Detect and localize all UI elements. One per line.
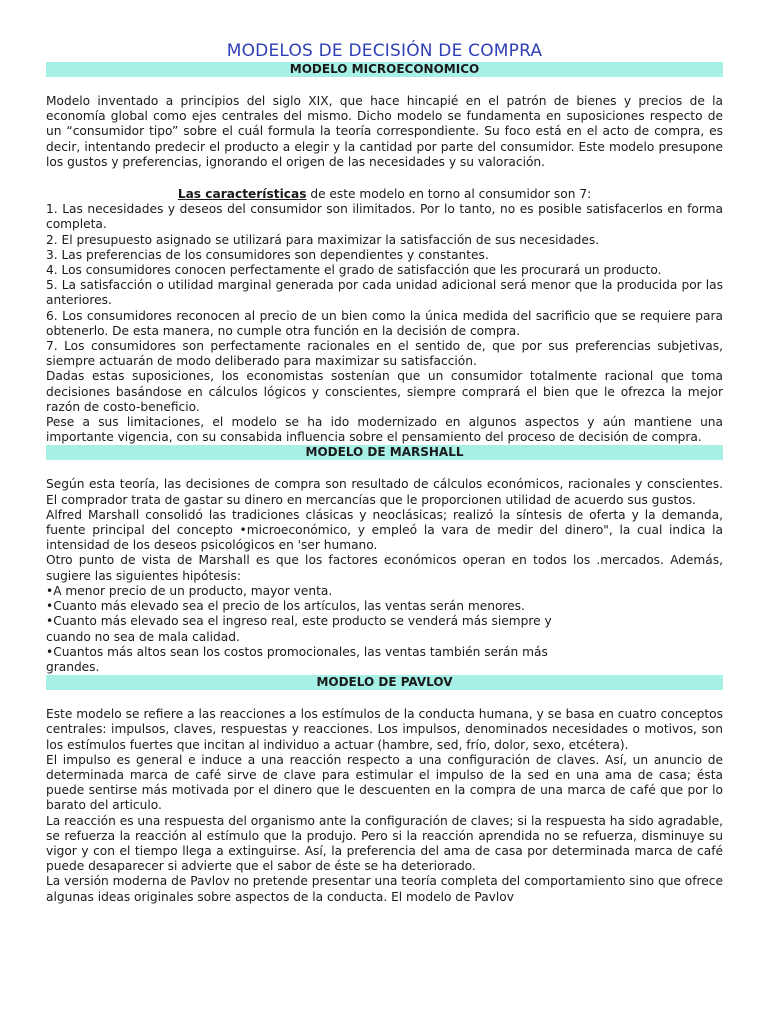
marshall-bullet: cuando no sea de mala calidad. bbox=[46, 629, 240, 644]
marshall-paragraph: Alfred Marshall consolidó las tradiciones clásicas y neoclásicas; realizó la síntesis de oferta y la demanda, fuente principal del concepto •microeconómico, y empleó la vara de medir del dinero", la cual indica la intensidad de los deseos psicológicos en 'ser humano. bbox=[46, 507, 723, 553]
pavlov-paragraph: La reacción es una respuesta del organismo ante la configuración de claves; si la respuesta ha sido agradable, se refuerza la reacción al estímulo que la produjo. Pero si la reacción aprendida no se refuerza, disminuye su vigor y con el tiempo llega a extinguirse. Así, la preferencia del ama de casa por determinada marca de café puede desaparecer si advierte que el sabor de éste se ha deteriorado. bbox=[46, 813, 723, 874]
pavlov-paragraph: El impulso es general e induce a una reacción respecto a una configuración de claves. Así, un anuncio de determinada marca de café sirve de clave para estimular el impulso de la sed en una ama de casa; ésta puede sentirse más motivada por el dinero que le descuenten en la compra de una marca de café que por lo barato del articulo. bbox=[46, 752, 723, 813]
characteristic-item: 5. La satisfacción o utilidad marginal generada por cada unidad adicional será menor que la producida por las anteriores. bbox=[46, 278, 723, 308]
document-title: MODELOS DE DECISIÓN DE COMPRA bbox=[226, 41, 543, 61]
section-heading-marshall: MODELO DE MARSHALL bbox=[46, 445, 723, 460]
characteristics-intro bbox=[46, 187, 723, 202]
micro-conclusion-paragraph: Pese a sus limitaciones, el modelo se ha ido modernizado en algunos aspectos y aún mantiene una importante vigencia, con su consabida influencia sobre el pensamiento del proceso de decisión de compra. bbox=[46, 415, 723, 445]
marshall-bullet: •Cuanto más elevado sea el ingreso real, este producto se venderá más siempre y bbox=[46, 614, 552, 629]
marshall-bullet: •A menor precio de un producto, mayor venta. bbox=[46, 583, 333, 598]
characteristic-item: 2. El presupuesto asignado se utilizará para maximizar la satisfacción de sus necesidades. bbox=[46, 232, 600, 247]
characteristic-item: 6. Los consumidores reconocen al precio de un bien como la única medida del sacrificio que se requiere para obtenerlo. De esta manera, no cumple otra función en la decisión de compra. bbox=[46, 308, 723, 338]
micro-intro-paragraph: Modelo inventado a principios del siglo XIX, que hace hincapié en el patrón de bienes y precios de la economía global como ejes centrales del mismo. Dicho modelo se fundamenta en suposiciones respecto de un “consumidor tipo” sobre el cuál formula la teoría correspondiente. Su foco está en el acto de compra, es decir, intentando predecir el producto a elegir y la cantidad por parte del consumidor. Este modelo presupone los gustos y preferencias, ignorando el origen de las necesidades y su valoración. bbox=[46, 94, 723, 169]
characteristic-item: 4. Los consumidores conocen perfectamente el grado de satisfacción que les procurará un producto. bbox=[46, 263, 662, 278]
marshall-bullet: •Cuantos más altos sean los costos promocionales, las ventas también serán más bbox=[46, 644, 548, 659]
characteristics-label: Las características bbox=[177, 187, 307, 202]
characteristics-rest: de este modelo en torno al consumidor son 7: bbox=[306, 187, 592, 202]
pavlov-paragraph: Este modelo se refiere a las reacciones a los estímulos de la conducta humana, y se basa en cuatro conceptos centrales: impulsos, claves, respuestas y reacciones. Los impulsos, denominados necesidades o motivos, son los estímulos fuertes que incitan al individuo a actuar (hambre, sed, frío, dolor, sexo, etcétera). bbox=[46, 707, 723, 752]
micro-conclusion-paragraph: Dadas estas suposiciones, los economistas sostenían que un consumidor totalmente racional que toma decisiones basándose en cálculos lógicos y conscientes, siempre comprará el bien que le ofrezca la mejor razón de costo-beneficio. bbox=[46, 369, 723, 414]
marshall-bullet: grandes. bbox=[46, 659, 100, 674]
section-heading-microeconomico: MODELO MICROECONOMICO bbox=[46, 62, 723, 77]
pavlov-paragraph: La versión moderna de Pavlov no pretende presentar una teoría completa del comportamiento sino que ofrece algunas ideas originales sobre aspectos de la conducta. El modelo de Pavlov bbox=[46, 874, 723, 904]
marshall-bullet: •Cuanto más elevado sea el precio de los artículos, las ventas serán menores. bbox=[46, 599, 525, 614]
section-heading-pavlov: MODELO DE PAVLOV bbox=[46, 675, 723, 690]
marshall-paragraph: Según esta teoría, las decisiones de compra son resultado de cálculos económicos, racionales y conscientes. El comprador trata de gastar su dinero en mercancías que le proporcionen utilidad de acuerdo sus gustos. bbox=[46, 477, 723, 507]
characteristic-item: 3. Las preferencias de los consumidores son dependientes y constantes. bbox=[46, 247, 489, 262]
characteristic-item: 1. Las necesidades y deseos del consumidor son ilimitados. Por lo tanto, no es posible satisfacerlos en forma completa. bbox=[46, 202, 723, 232]
marshall-paragraph: Otro punto de vista de Marshall es que los factores económicos operan en todos los .mercados. Además, sugiere las siguientes hipótesis: bbox=[46, 553, 723, 583]
document-page bbox=[46, 40, 723, 905]
characteristic-item: 7. Los consumidores son perfectamente racionales en el sentido de, que por sus preferencias subjetivas, siempre actuarán de modo deliberado para maximizar su satisfacción. bbox=[46, 339, 723, 369]
